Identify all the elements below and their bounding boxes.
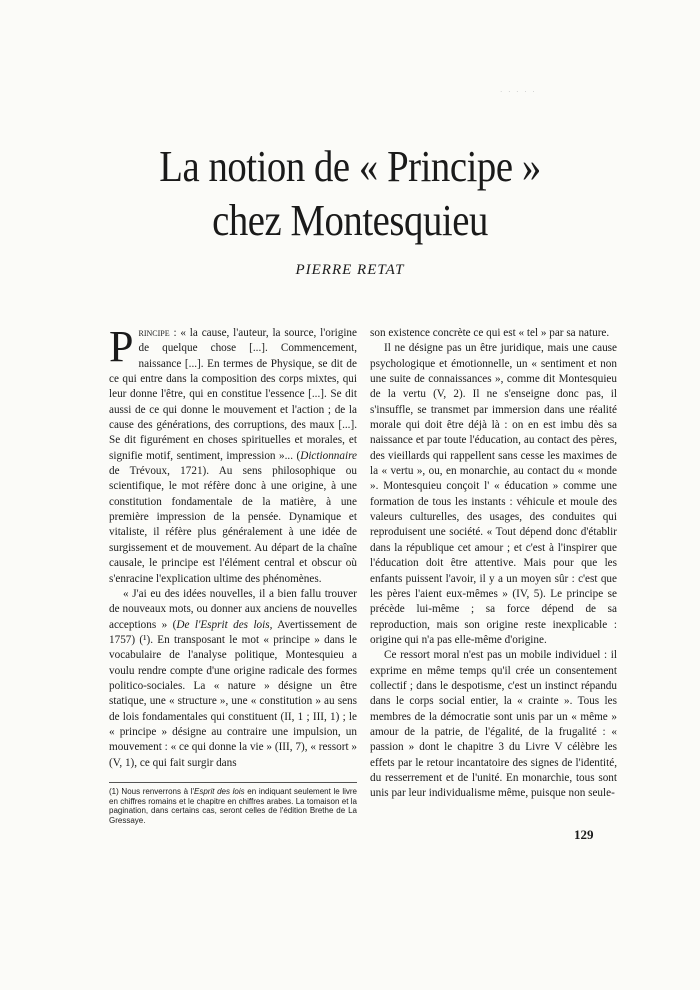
- right-paragraph-1: Il ne désigne pas un être juridique, mais une cause psychologique et émotionnelle, un « sentiment et non une suite de connaissances », comme dit Montesquieu de la vertu (V, 2). Il ne s'enseigne donc pas, il s'insuffle, se transmet par immersion dans une réalité morale qui doit être déjà là : on en est imbu dès sa naissance et par toute l'éducation, au contact des pères, des vieillards qui rappellent sans cesse les maximes de la « vertu », ou, en monarchie, au contact du « monde ». Montesquieu conçoit l' « éducation » comme une formation de tous les instants : véhicule et moule des valeurs culturelles, des usages, des conduites qui reproduisent une société. « Tout dépend donc d'établir dans la république cet amour ; et c'est à l'inspirer que l'éducation doit être attentive. Mais pour que les enfants puissent l'avoir, il y a un moyen sûr : c'est que les pères l'aient eux-mêmes » (IV, 5). Le principe se précède lui-même ; sa force dépend de sa reproduction, mais son origine reste inexplicable : origine qui n'a pas elle-même d'origine.: [370, 342, 617, 646]
- footnote-body: en indiquant seulement le livre en chiffres romains et le chapitre en chiffres arabes. La tomaison et la pagination, dans certains cas, seront celles de l'édition Brethe de La Gressaye.: [109, 787, 358, 825]
- left-p2-text2: Avertissement de 1757) (¹). En transposant le mot « principe » dans le vocabulaire de l'analyse politique, Montesquieu a voulu rendre compte d'une origine radicale des formes politico-sociales. La « nature » désigne un être statique, une « structure », une « constitution » au sens de lois fondamentales qui constituent (II, 1 ; III, 1) ; le « principe » désigne au contraire une impulsion, un mouvement : « ce qui donne la vie » (III, 7), « ressort » (V, 1), ce qui fait surgir dans: [109, 618, 357, 769]
- left-column: [109, 322, 357, 771]
- footnote-lead: (1) Nous renverrons à l': [109, 787, 194, 796]
- footnote-text: [109, 787, 357, 825]
- left-p1-text: : « la cause, l'auteur, la source, l'origine de quelque chose [...]. Commencement, naissance [...]. En termes de Physique, se dit de ce qui entre dans la composition des corps mixtes, qui leur donne l'être, qui en constitue l'essence [...]. Se dit aussi de ce qui donne le mouvement et l'action ; de la cause des générations, des corruptions, des maux [...]. Se dit figurément en choses spirituelles et morales, et signifie motif, sentiment, impression »... (: [109, 327, 357, 462]
- left-p1-italic: Dictionnaire: [300, 449, 357, 462]
- footnote: [109, 782, 357, 825]
- right-paragraph-2: Ce ressort moral n'est pas un mobile individuel : il exprime en même temps qu'il crée un consentement collectif ; dans le despotisme, c'est un instinct répandu dans le corps social entier, la « crainte ». Tous les membres de la démocratie sont unis par un « même » amour de la patrie, de l'égalité, de la frugalité : « passion » dont le chapitre 3 du Livre V célèbre les effets par le retour incantatoire des signes de l'identité, du resserrement et de l'unité. En monarchie, tous sont unis par leur individualisme même, puisque non seule-: [370, 649, 617, 800]
- left-p1-text2: de Trévoux, 1721). Au sens philosophique ou scientifique, le mot réfère donc à une origine, à une constitution fondamentale de la matière, à une première impression de la pensée. Dynamique et vitaliste, il réfère plus généralement à une idée de surgissement et de mouvement. Au départ de la chaîne causale, le principe est l'élément central et obscur où s'enracine l'explication ultime des phénomènes.: [109, 465, 357, 585]
- left-paragraph-1: [109, 322, 357, 587]
- left-p2-text: « J'ai eu des idées nouvelles, il a bien fallu trouver de nouveaux mots, ou donner aux anciens de nouvelles acceptions » (: [109, 587, 357, 631]
- drop-cap: P: [109, 322, 134, 371]
- smallcaps-word: rincipe: [138, 327, 170, 339]
- footnote-italic: Esprit des lois: [194, 787, 245, 796]
- title-line-1: La notion de « Principe »: [159, 142, 541, 191]
- scan-specks: · · · · ·: [500, 88, 537, 96]
- title-line-2: chez Montesquieu: [212, 196, 488, 245]
- article-title: [42, 140, 658, 248]
- author-name: PIERRE RETAT: [295, 262, 405, 278]
- page-number: 129: [574, 827, 594, 842]
- right-column: [370, 326, 617, 802]
- right-paragraph-0: son existence concrète ce qui est « tel » par sa nature.: [370, 327, 610, 339]
- left-p2-italic: De l'Esprit des lois,: [176, 618, 273, 631]
- left-paragraph-2: [109, 587, 357, 771]
